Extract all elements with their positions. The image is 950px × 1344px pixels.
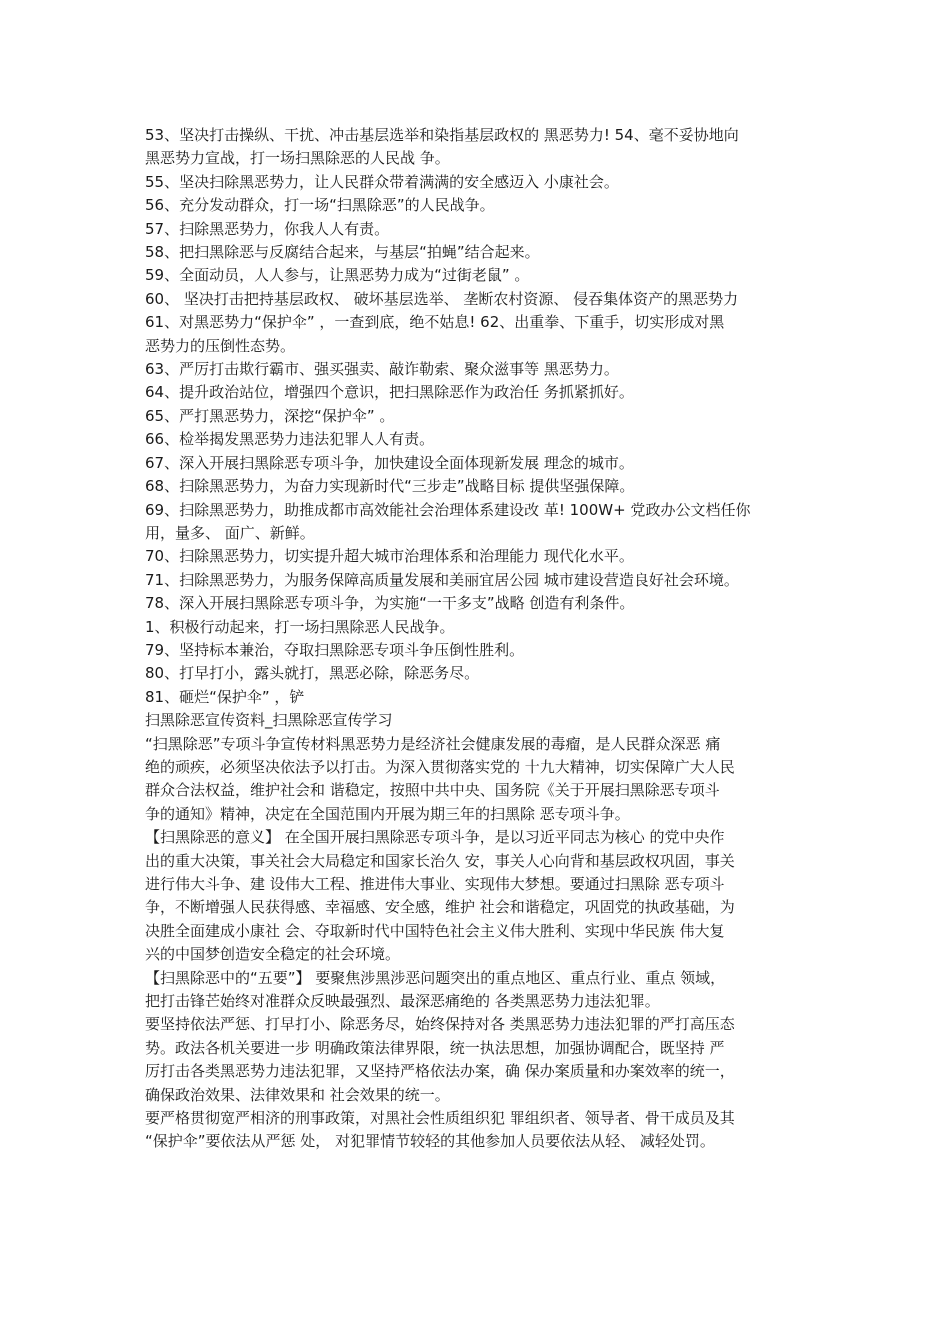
text-line: 黑恶势力宣战，打一场扫黑除恶的人民战 争。 bbox=[145, 149, 450, 168]
text-line: 把打击锋芒始终对准群众反映最强烈、最深恶痛绝的 各类黑恶势力违法犯罪。 bbox=[145, 992, 660, 1011]
text-line: 确保政治效果、法律效果和 社会效果的统一。 bbox=[145, 1085, 450, 1104]
text-line: 70、扫除黑恶势力，切实提升超大城市治理体系和治理能力 现代化水平。 bbox=[145, 547, 634, 566]
text-line: 厉打击各类黑恶势力违法犯罪，又坚持严格依法办案，确 保办案质量和办案效率的统一， bbox=[145, 1062, 735, 1081]
text-line: 要严格贯彻宽严相济的刑事政策，对黑社会性质组织犯 罪组织者、领导者、骨干成员及其 bbox=[145, 1109, 735, 1128]
text-line: 争的通知》精神，决定在全国范围内开展为期三年的扫黑除 恶专项斗争。 bbox=[145, 804, 630, 823]
text-line: 64、提升政治站位，增强四个意识，把扫黑除恶作为政治任 务抓紧抓好。 bbox=[145, 383, 634, 402]
text-line: 57、扫除黑恶势力，你我人人有责。 bbox=[145, 219, 390, 238]
text-line: “保护伞”要依法从严惩 处， 对犯罪情节较轻的其他参加人员要依法从轻、 减轻处罚。 bbox=[145, 1132, 715, 1151]
text-line: 决胜全面建成小康社 会、夺取新时代中国特色社会主义伟大胜利、实现中华民族 伟大复 bbox=[145, 921, 725, 940]
text-line: 61、对黑恶势力“保护伞” ，一查到底，绝不姑息! 62、出重拳、下重手，切实形成对黑 bbox=[145, 313, 725, 332]
text-line: 要坚持依法严惩、打早打小、除恶务尽，始终保持对各 类黑恶势力违法犯罪的严打高压态 bbox=[145, 1015, 735, 1034]
text-line: 势。政法各机关要进一步 明确政策法律界限，统一执法思想，加强协调配合，既坚持 严 bbox=[145, 1038, 725, 1057]
text-line: 79、坚持标本兼治，夺取扫黑除恶专项斗争压倒性胜利。 bbox=[145, 640, 525, 659]
text-line: 兴的中国梦创造安全稳定的社会环境。 bbox=[145, 945, 401, 964]
text-line: 56、充分发动群众，打一场“扫黑除恶”的人民战争。 bbox=[145, 196, 495, 215]
text-line: 【扫黑除恶的意义】 在全国开展扫黑除恶专项斗争，是以习近平同志为核心 的党中央作 bbox=[145, 828, 725, 847]
text-line: 1、积极行动起来，打一场扫黑除恶人民战争。 bbox=[145, 617, 455, 636]
text-line: 出的重大决策，事关社会大局稳定和国家长治久 安，事关人心向背和基层政权巩固，事关 bbox=[145, 851, 735, 870]
text-line: 恶势力的压倒性态势。 bbox=[145, 336, 296, 355]
text-line: 扫黑除恶宣传资料_扫黑除恶宣传学习 bbox=[145, 711, 393, 730]
text-line: 69、扫除黑恶势力，助推成都市高效能社会治理体系建设改 革! 100W+ 党政办公文档任你 bbox=[145, 500, 751, 519]
text-line: 53、坚决打击操纵、干扰、冲击基层选举和染指基层政权的 黑恶势力! 54、毫不妥协地向 bbox=[145, 126, 739, 144]
text-line: 80、打早打小，露头就打，黑恶必除，除恶务尽。 bbox=[145, 664, 480, 683]
document-body bbox=[145, 124, 813, 1154]
text-line: 群众合法权益，维护社会和 谐稳定，按照中共中央、国务院《关于开展扫黑除恶专项斗 bbox=[145, 781, 720, 800]
text-line: 78、深入开展扫黑除恶专项斗争，为实施“一干多支”战略 创造有利条件。 bbox=[145, 594, 635, 613]
text-line: “扫黑除恶”专项斗争宣传材料黑恶势力是经济社会健康发展的毒瘤，是人民群众深恶 痛 bbox=[145, 734, 721, 753]
text-line: 55、坚决扫除黑恶势力，让人民群众带着满满的安全感迈入 小康社会。 bbox=[145, 172, 619, 191]
text-line: 58、把扫黑除恶与反腐结合起来，与基层“拍蝇”结合起来。 bbox=[145, 243, 540, 262]
text-line: 68、扫除黑恶势力，为奋力实现新时代“三步走”战略目标 提供坚强保障。 bbox=[145, 477, 635, 496]
text-line: 67、深入开展扫黑除恶专项斗争，加快建设全面体现新发展 理念的城市。 bbox=[145, 453, 634, 472]
text-line: 进行伟大斗争、建 设伟大工程、推进伟大事业、实现伟大梦想。要通过扫黑除 恶专项斗 bbox=[145, 875, 725, 893]
text-line: 65、严打黑恶势力，深挖“保护伞” 。 bbox=[145, 406, 395, 425]
text-line: 66、检举揭发黑恶势力违法犯罪人人有责。 bbox=[145, 430, 435, 449]
text-line: 71、扫除黑恶势力，为服务保障高质量发展和美丽宜居公园 城市建设营造良好社会环境。 bbox=[145, 570, 739, 589]
text-line: 63、严厉打击欺行霸市、强买强卖、敲诈勒索、聚众滋事等 黑恶势力。 bbox=[145, 360, 619, 379]
text-line: 【扫黑除恶中的“五要”】 要聚焦涉黑涉恶问题突出的重点地区、重点行业、重点 领域， bbox=[145, 968, 726, 987]
text-line: 用，量多、 面广、新鲜。 bbox=[145, 523, 315, 542]
text-line: 59、全面动员，人人参与，让黑恶势力成为“过街老鼠” 。 bbox=[145, 266, 530, 285]
text-line: 争，不断增强人民获得感、幸福感、安全感，维护 社会和谐稳定，巩固党的执政基础，为 bbox=[145, 898, 735, 917]
text-line: 81、砸烂“保护伞” ，铲 bbox=[145, 687, 305, 706]
text-line: 绝的顽疾，必须坚决依法予以打击。为深入贯彻落实党的 十九大精神，切实保障广大人民 bbox=[145, 757, 735, 776]
text-line: 60、 坚决打击把持基层政权、 破坏基层选举、 垄断农村资源、 侵吞集体资产的黑恶势力 bbox=[145, 289, 739, 308]
